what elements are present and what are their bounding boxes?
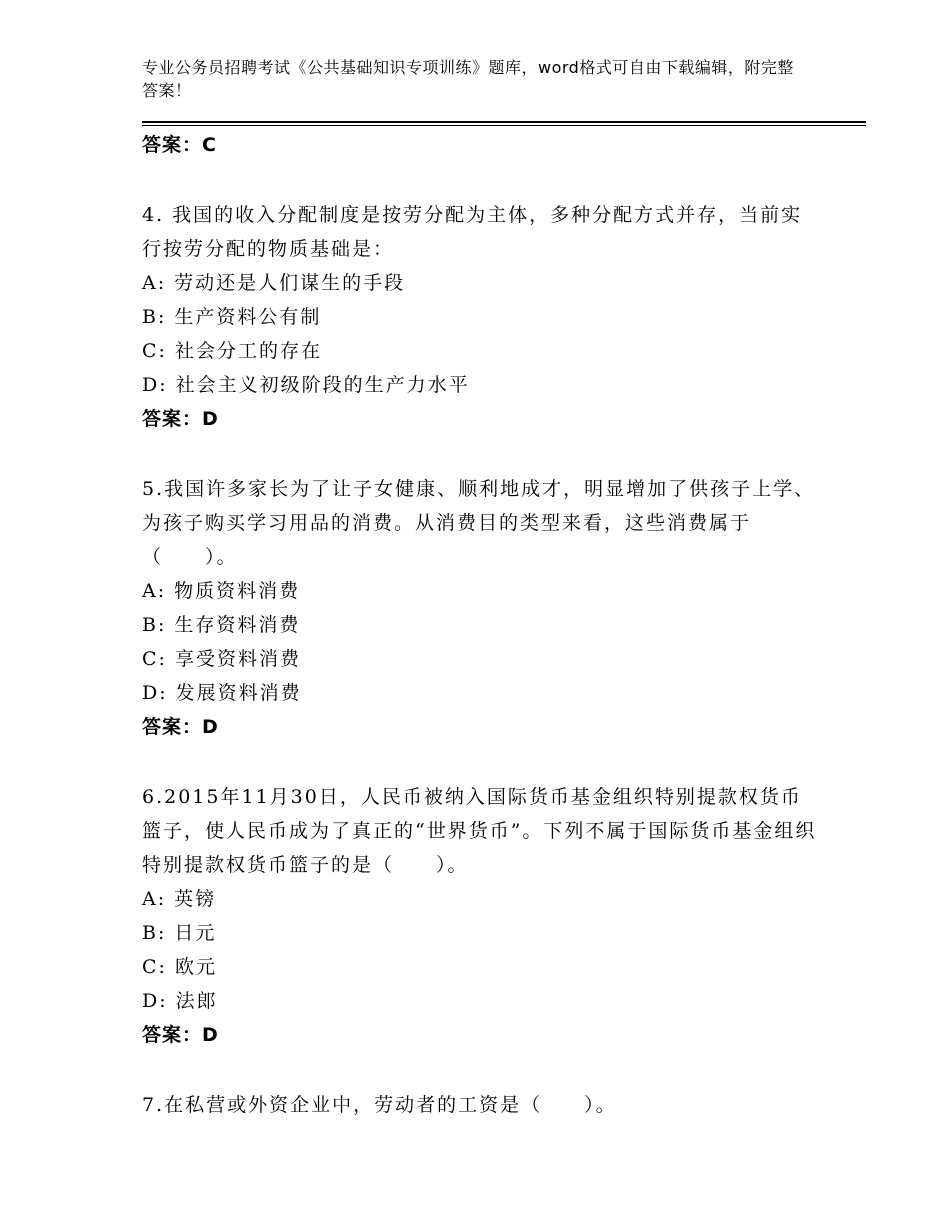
question-7 <box>142 1088 822 1122</box>
question-6-option-c: C: 欧元 <box>142 956 217 978</box>
header-rule <box>142 121 866 123</box>
question-6-answer: 答案：D <box>142 1024 219 1046</box>
question-5-option-d: D: 发展资料消费 <box>142 682 302 704</box>
question-4-option-a: A: 劳动还是人们谋生的手段 <box>142 272 406 294</box>
question-6-option-d: D: 法郎 <box>142 990 218 1012</box>
question-4 <box>142 198 822 436</box>
question-4-option-d: D: 社会主义初级阶段的生产力水平 <box>142 374 470 396</box>
question-5-text: 5.我国许多家长为了让子女健康、顺利地成才，明显增加了供孩子上学、为孩子购买学习用品的消费。从消费目的类型来看，这些消费属于（ ）。 <box>142 478 816 568</box>
answer-3: 答案：C <box>142 134 217 156</box>
question-5-option-b: B: 生存资料消费 <box>142 614 301 636</box>
question-6-option-b: B: 日元 <box>142 922 217 944</box>
question-4-text: 4. 我国的收入分配制度是按劳分配为主体，多种分配方式并存，当前实行按劳分配的物质基础是： <box>142 204 803 260</box>
question-5-answer: 答案：D <box>142 716 219 738</box>
question-4-answer: 答案：D <box>142 408 219 430</box>
question-5 <box>142 472 822 744</box>
question-6-option-a: A: 英镑 <box>142 888 217 910</box>
header-note: 专业公务员招聘考试《公共基础知识专项训练》题库，word格式可自由下载编辑，附完整答案！ <box>142 58 794 100</box>
question-4-option-b: B: 生产资料公有制 <box>142 306 322 328</box>
question-5-option-a: A: 物质资料消费 <box>142 580 301 602</box>
question-content <box>142 126 822 1122</box>
question-6-text: 6.2015年11月30日，人民币被纳入国际货币基金组织特别提款权货币篮子，使人民币成为了真正的“世界货币”。下列不属于国际货币基金组织特别提款权货币篮子的是（ ）。 <box>142 786 817 876</box>
question-6 <box>142 780 822 1052</box>
question-5-option-c: C: 享受资料消费 <box>142 648 301 670</box>
question-4-option-c: C: 社会分工的存在 <box>142 340 322 362</box>
question-7-text: 7.在私营或外资企业中，劳动者的工资是（ ）。 <box>142 1094 617 1116</box>
